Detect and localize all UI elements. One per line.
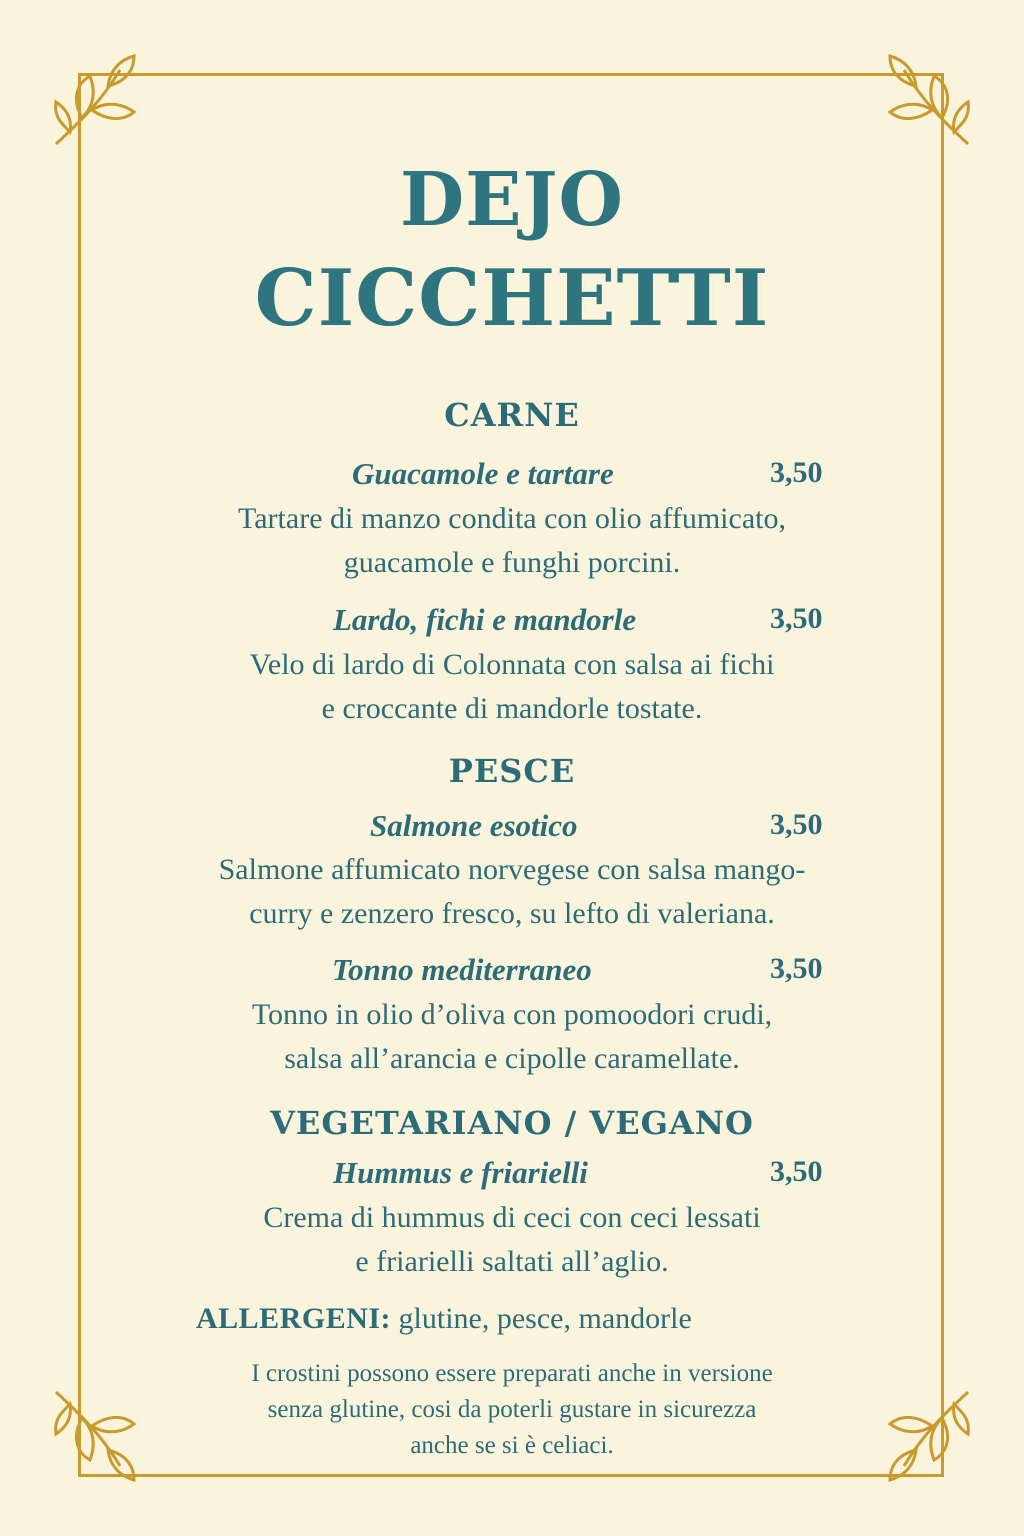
item-description-line: Velo di lardo di Colonnata con salsa ai fichi <box>249 648 775 681</box>
item-name: Hummus e friarielli <box>333 1155 588 1190</box>
item-price: 3,50 <box>770 808 823 841</box>
item-name: Lardo, fichi e mandorle <box>333 602 637 637</box>
item-description-line: curry e zenzero fresco, su lefto di valeriana. <box>249 897 775 930</box>
allergens-line <box>196 1302 692 1336</box>
item-description-line: Tonno in olio d’oliva con pomoodori crudi, <box>251 998 773 1031</box>
menu-title-line1: DEJO <box>399 157 625 243</box>
note-line: I crostini possono essere preparati anche in versione <box>251 1360 773 1387</box>
item-description-line: salsa all’arancia e cipolle caramellate. <box>284 1042 740 1075</box>
section-heading-vegetariano-vegano: VEGETARIANO / VEGANO <box>270 1104 754 1142</box>
item-price: 3,50 <box>770 456 823 489</box>
item-name: Tonno mediterraneo <box>332 952 592 987</box>
leaf-ornament-icon <box>42 40 162 160</box>
note-line: senza glutine, cosi da poterli gustare in sicurezza <box>267 1396 757 1423</box>
item-description-line: e croccante di mandorle tostate. <box>321 692 703 725</box>
item-price: 3,50 <box>770 952 823 985</box>
item-description-line: e friarielli saltati all’aglio. <box>355 1245 669 1278</box>
item-name: Salmone esotico <box>370 808 578 843</box>
section-heading-carne: CARNE <box>444 396 580 434</box>
item-price: 3,50 <box>770 602 823 635</box>
allergens-label: ALLERGENI: <box>196 1302 392 1335</box>
leaf-ornament-icon <box>862 40 982 160</box>
item-description-line: Crema di hummus di ceci con ceci lessati <box>263 1201 761 1234</box>
allergens-list: glutine, pesce, mandorle <box>398 1302 692 1335</box>
section-heading-pesce: PESCE <box>448 752 576 790</box>
item-name: Guacamole e tartare <box>352 456 614 491</box>
gluten-free-note <box>0 1356 1024 1464</box>
item-description-line: Salmone affumicato norvegese con salsa mango- <box>218 853 806 886</box>
menu-title-line2: CICCHETTI <box>254 253 770 344</box>
item-price: 3,50 <box>770 1155 823 1188</box>
note-line: anche se si è celiaci. <box>410 1432 614 1459</box>
item-description-line: guacamole e funghi porcini. <box>343 546 681 579</box>
item-description-line: Tartare di manzo condita con olio affumicato, <box>238 502 786 535</box>
